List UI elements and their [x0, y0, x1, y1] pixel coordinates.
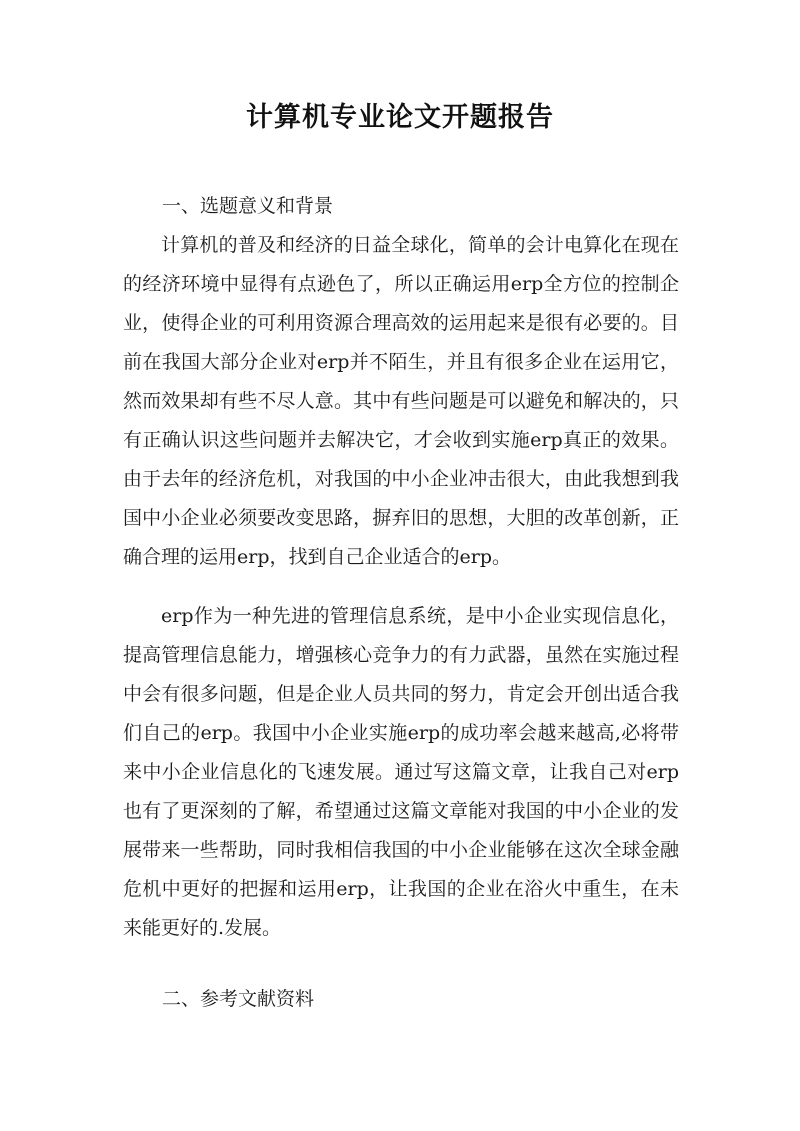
- body-paragraph-group-1: [123, 226, 679, 577]
- section-heading-references: 二、参考文献资料: [162, 988, 315, 1010]
- body-paragraph-group-2: [123, 597, 679, 948]
- body-paragraph: erp作为一种先进的管理信息系统，是中小企业实现信息化，提高管理信息能力，增强核心竞争力的有力武器，虽然在实施过程中会有很多问题，但是企业人员共同的努力，肯定会开创出适合我们自己的erp。我国中小企业实施erp的成功率会越来越高,必将带来中小企业信息化的飞速发展。通过写这篇文章，让我自己对erp也有了更深刻的了解，希望通过这篇文章能对我国的中小企业的发展带来一些帮助，同时我相信我国的中小企业能够在这次全球金融危机中更好的把握和运用erp，让我国的企业在浴火中重生，在未来能更好的.发展。: [123, 605, 679, 939]
- section-heading-background: 一、选题意义和背景: [162, 195, 334, 217]
- document-title: 计算机专业论文开题报告: [246, 102, 554, 133]
- body-paragraph: 计算机的普及和经济的日益全球化，简单的会计电算化在现在的经济环境中显得有点逊色了，所以正确运用erp全方位的控制企业，使得企业的可利用资源合理高效的运用起来是很有必要的。目前在我国大部分企业对erp并不陌生，并且有很多企业在运用它，然而效果却有些不尽人意。其中有些问题是可以避免和解决的，只有正确认识这些问题并去解决它，才会收到实施erp真正的效果。由于去年的经济危机，对我国的中小企业冲击很大，由此我想到我国中小企业必须要改变思路，摒弃旧的思想，大胆的改革创新，正确合理的运用erp，找到自己企业适合的erp。: [123, 234, 679, 568]
